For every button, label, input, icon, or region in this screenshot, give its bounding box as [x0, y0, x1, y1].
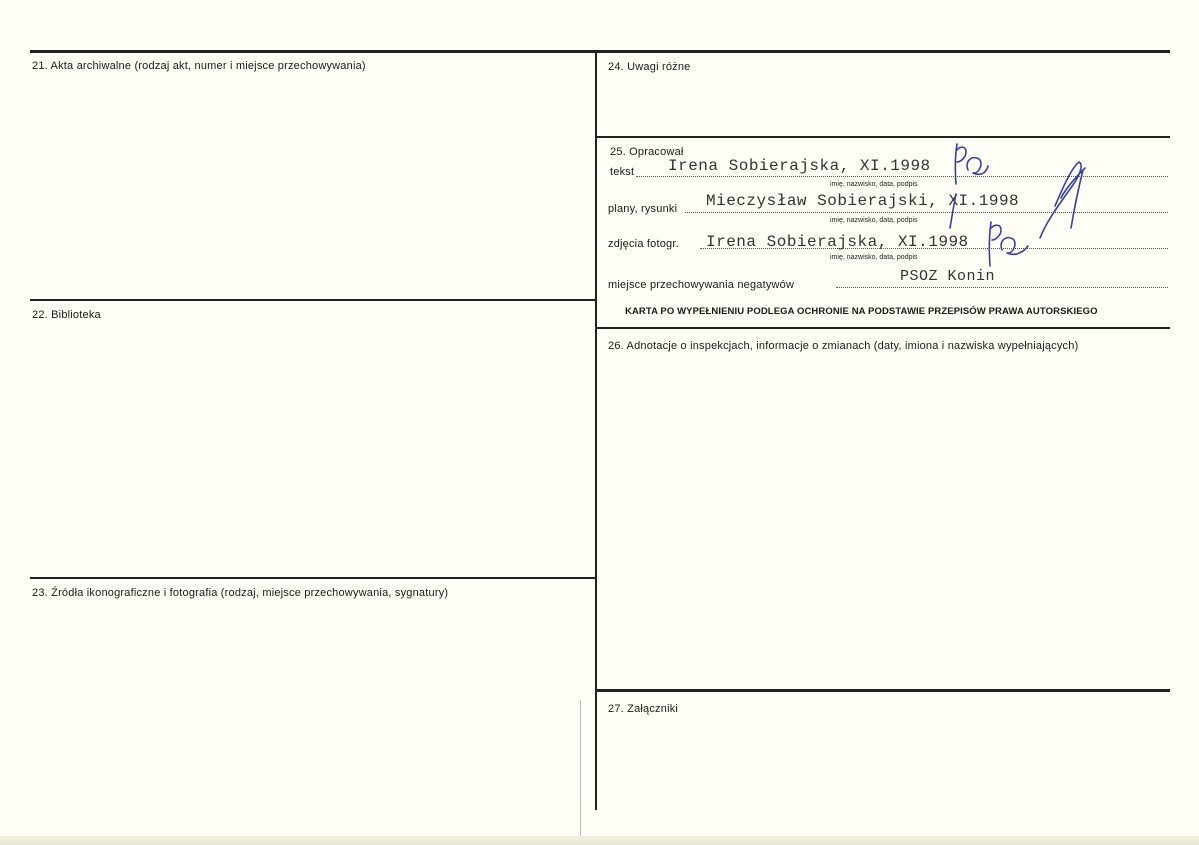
divider-22-23	[30, 577, 596, 579]
section-23-label: 23. Źródła ikonograficzne i fotografia (rodzaj, miejsce przechowywania, sygnatury)	[32, 587, 449, 599]
zdjecia-label: zdjęcia fotogr.	[608, 238, 679, 250]
zdjecia-caption: imię, nazwisko, data, podpis	[830, 254, 918, 261]
section-26-label: 26. Adnotacje o inspekcjach, informacje o zmianach (daty, imiona i nazwiska wypełniających)	[608, 340, 1079, 352]
section-27-label: 27. Załączniki	[608, 703, 679, 715]
plany-label: plany, rysunki	[608, 203, 678, 215]
divider-26-27	[597, 689, 1170, 692]
signature-zdjecia	[980, 216, 1040, 271]
negatywy-value: PSOZ Konin	[900, 268, 996, 285]
paper-edge	[0, 836, 1199, 845]
right-edge-line	[580, 700, 581, 840]
plany-line	[685, 212, 1168, 213]
top-rule	[30, 50, 1170, 53]
divider-24-25	[597, 136, 1170, 138]
section-24-label: 24. Uwagi różne	[608, 61, 691, 73]
divider-21-22	[30, 299, 596, 301]
tekst-value: Irena Sobierajska, XI.1998	[668, 157, 931, 175]
section-21-label: 21. Akta archiwalne (rodzaj akt, numer i miejsce przechowywania)	[32, 60, 366, 72]
signature-tekst	[946, 140, 996, 190]
section-25-label: 25. Opracował	[610, 146, 684, 158]
column-divider	[595, 50, 597, 810]
tekst-caption: imię, nazwisko, data, podpis	[830, 181, 918, 188]
plany-value: Mieczysław Sobierajski, XI.1998	[706, 192, 1020, 210]
signature-plany-2	[946, 192, 966, 232]
divider-25-26	[597, 327, 1170, 329]
section-22-label: 22. Biblioteka	[32, 309, 101, 321]
plany-caption: imię, nazwisko, data, podpis	[830, 217, 918, 224]
zdjecia-value: Irena Sobierajska, XI.1998	[706, 233, 969, 251]
negatywy-line	[836, 287, 1168, 288]
copyright-notice: KARTA PO WYPEŁNIENIU PODLEGA OCHRONIE NA PODSTAWIE PRZEPISÓW PRAWA AUTORSKIEGO	[625, 306, 1098, 317]
negatywy-label: miejsce przechowywania negatywów	[608, 279, 795, 291]
tekst-label: tekst	[610, 166, 635, 178]
signature-plany	[1035, 158, 1095, 268]
